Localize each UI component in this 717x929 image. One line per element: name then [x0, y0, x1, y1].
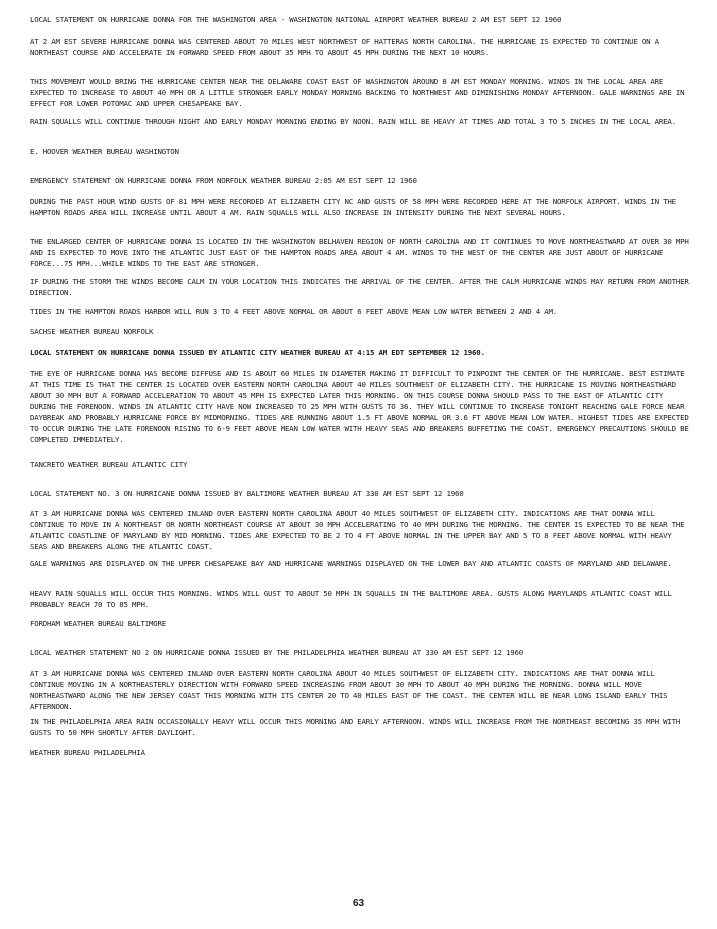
baltimore-signature: FORDHAM WEATHER BUREAU BALTIMORE	[30, 619, 166, 628]
washington-signature: E. HOOVER WEATHER BUREAU WASHINGTON	[30, 147, 179, 156]
norfolk-statement-para-2: THE ENLARGED CENTER OF HURRICANE DONNA IS LOCATED IN THE WASHINGTON BELHAVEN REGION OF NORTH CAROLINA AND IT CONTINUES TO MOVE NORTHEASTWARD AT OVER 30 MPH AND IS EXPECTED TO MOVE INTO THE ATLANTIC JUST EAST OF THE HAMPTON ROADS AREA ABOUT 4 AM. WINDS TO THE WEST OF THE CENTER ARE JUST ABOUT OF HURRICANE FORCE...75 MPH...WHILE WINDS TO THE EAST ARE STRONGER.	[30, 237, 689, 268]
baltimore-statement-para-2: GALE WARNINGS ARE DISPLAYED ON THE UPPER CHESAPEAKE BAY AND HURRICANE WARNINGS DISPLAYED ON THE LOWER BAY AND ATLANTIC COASTS OF MARYLAND AND DELAWARE.	[30, 559, 672, 568]
philadelphia-statement-para-2: IN THE PHILADELPHIA AREA RAIN OCCASIONALLY HEAVY WILL OCCUR THIS MORNING AND EARLY AFTERNOON. WINDS WILL INCREASE FROM THE NORTHEAST BECOMING 35 MPH WITH GUSTS TO 50 MPH SHORTLY AFTER DAYLIGHT.	[30, 717, 681, 737]
washington-statement-para-2: THIS MOVEMENT WOULD BRING THE HURRICANE CENTER NEAR THE DELAWARE COAST EAST OF WASHINGTON AROUND 8 AM EST MONDAY MORNING. WINDS IN THE LOCAL AREA ARE EXPECTED TO INCREASE TO ABOUT 40 MPH OR A LITTLE STRONGER EARLY MONDAY MORNING BACKING TO NORTHWEST AND DIMINISHING MONDAY AFTERNOON. GALE WARNINGS ARE IN EFFECT FOR LOWER POTOMAC AND UPPER CHESAPEAKE BAY.	[30, 77, 685, 108]
atlantic-city-signature: TANCRETO WEATHER BUREAU ATLANTIC CITY	[30, 460, 188, 469]
washington-statement-heading: LOCAL STATEMENT ON HURRICANE DONNA FOR THE WASHINGTON AREA - WASHINGTON NATIONAL AIRPORT WEATHER BUREAU 2 AM EST SEPT 12 1960	[30, 15, 562, 24]
norfolk-statement-heading: EMERGENCY STATEMENT ON HURRICANE DONNA FROM NORFOLK WEATHER BUREAU 2:05 AM EST SEPT 12 1960	[30, 176, 417, 185]
norfolk-statement-para-3: IF DURING THE STORM THE WINDS BECOME CALM IN YOUR LOCATION THIS INDICATES THE ARRIVAL OF THE CENTER. AFTER THE CALM HURRICANE WINDS MAY RETURN FROM ANOTHER DIRECTION.	[30, 277, 689, 297]
page-number: 63	[352, 898, 365, 909]
norfolk-statement-para-4: TIDES IN THE HAMPTON ROADS HARBOR WILL RUN 3 TO 4 FEET ABOVE NORMAL OR ABOUT 6 FEET ABOVE MEAN LOW WATER BETWEEN 2 AND 4 AM.	[30, 307, 557, 316]
washington-statement-para-1: AT 2 AM EST SEVERE HURRICANE DONNA WAS CENTERED ABOUT 70 MILES WEST NORTHWEST OF HATTERAS NORTH CAROLINA. THE HURRICANE IS EXPECTED TO CONTINUE ON A NORTHEAST COURSE AND ACCELERATE IN FORWARD SPEED FROM ABOUT 35 MPH TO ABOUT 45 MPH DURING THE NEXT 10 HOURS.	[30, 37, 659, 57]
norfolk-signature: SACHSE WEATHER BUREAU NORFOLK	[30, 327, 154, 336]
washington-statement-para-3: RAIN SQUALLS WILL CONTINUE THROUGH NIGHT AND EARLY MONDAY MORNING ENDING BY NOON. RAIN WILL BE HEAVY AT TIMES AND TOTAL 3 TO 5 INCHES IN THE LOCAL AREA.	[30, 117, 676, 126]
philadelphia-signature: WEATHER BUREAU PHILADELPHIA	[30, 748, 145, 757]
philadelphia-statement-para-1: AT 3 AM HURRICANE DONNA WAS CENTERED INLAND OVER EASTERN NORTH CAROLINA ABOUT 40 MILES SOUTHWEST OF ELIZABETH CITY. INDICATIONS ARE THAT DONNA WILL CONTINUE MOVING IN A NORTHEASTERLY DIRECTION WITH FORWARD SPEED INCREASING FROM ABOUT 30 MPH TO ABOUT 40 MPH DURING THE MORNING. DONNA WILL MOVE NORTHEASTWARD ALONG THE NEW JERSEY COAST THIS MORNING WITH ITS CENTER 20 TO 40 MILES EAST OF THE COAST. THE CENTER WILL BE NEAR LONG ISLAND EARLY THIS AFTERNOON.	[30, 669, 668, 711]
norfolk-statement-para-1: DURING THE PAST HOUR WIND GUSTS OF 81 MPH WERE RECORDED AT ELIZABETH CITY NC AND GUSTS OF 58 MPH WERE RECORDED HERE AT THE NORFOLK AIRPORT. WINDS IN THE HAMPTON ROADS AREA WILL INCREASE UNTIL ABOUT 4 AM. RAIN SQUALLS WILL ALSO INCREASE IN INTENSITY DURING THE NEXT SEVERAL HOURS.	[30, 197, 676, 217]
philadelphia-statement-heading: LOCAL WEATHER STATEMENT NO 2 ON HURRICANE DONNA ISSUED BY THE PHILADELPHIA WEATHER BUREAU AT 330 AM EST SEPT 12 1960	[30, 648, 523, 657]
baltimore-statement-para-1: AT 3 AM HURRICANE DONNA WAS CENTERED INLAND OVER EASTERN NORTH CAROLINA ABOUT 40 MILES SOUTHWEST OF ELIZABETH CITY. INDICATIONS ARE THAT DONNA WILL CONTINUE TO MOVE IN A NORTHEAST OR NORTH NORTHEAST COURSE AT ABOUT 30 MPH ACCELERATING TO 40 MPH DURING THE MORNING. THE CENTER IS EXPECTED TO BE NEAR THE ATLANTIC COASTLINE OF MARYLAND BY MID MORNING. TIDES ARE EXPECTED TO BE 2 TO 4 FT ABOVE NORMAL IN THE UPPER BAY AND 5 TO 8 FEET ABOVE NORMAL WITH HEAVY SEAS AND BREAKERS ALONG THE ATLANTIC COAST.	[30, 509, 685, 551]
atlantic-city-statement-heading: LOCAL STATEMENT ON HURRICANE DONNA ISSUED BY ATLANTIC CITY WEATHER BUREAU AT 4:15 AM EDT SEPTEMBER 12 1960.	[30, 348, 485, 357]
baltimore-statement-para-3: HEAVY RAIN SQUALLS WILL OCCUR THIS MORNING. WINDS WILL GUST TO ABOUT 50 MPH IN SQUALLS IN THE BALTIMORE AREA. GUSTS ALONG MARYLANDS ATLANTIC COAST WILL PROBABLY REACH 70 TO 85 MPH.	[30, 589, 672, 609]
baltimore-statement-heading: LOCAL STATEMENT NO. 3 ON HURRICANE DONNA ISSUED BY BALTIMORE WEATHER BUREAU AT 330 AM EST SEPT 12 1960	[30, 489, 464, 498]
atlantic-city-statement-para-1: THE EYE OF HURRICANE DONNA HAS BECOME DIFFUSE AND IS ABOUT 60 MILES IN DIAMETER MAKING IT DIFFICULT TO PINPOINT THE CENTER OF THE HURRICANE. BEST ESTIMATE AT THIS TIME IS THAT THE CENTER IS LOCATED OVER EASTERN NORTH CAROLINA ABOUT 40 MILES SOUTHWEST OF ELIZABETH CITY. THE HURRICANE IS MOVING NORTHEASTWARD ABOUT 30 MPH BUT A FORWARD ACCELERATION TO ABOUT 45 MPH IS EXPECTED LATER THIS MORNING. ON THIS COURSE DONNA SHOULD PASS TO THE EAST OF ATLANTIC CITY DURING THE FORENOON. WINDS IN ATLANTIC CITY HAVE NOW INCREASED TO 25 MPH WITH GUSTS TO 36. THEY WILL CONTINUE TO INCREASE TONIGHT REACHING GALE FORCE NEAR DAYBREAK AND PROBABLY HURRICANE FORCE BY MIDMORNING. TIDES ARE RUNNING ABOUT 1.5 FT ABOVE NORMAL OR 3.6 FT ABOVE MEAN LOW WATER. HIGHEST TIDES ARE EXPECTED TO OCCUR DURING THE LATE FORENOON RISING TO 6-9 FEET ABOVE MEAN LOW WATER WITH HEAVY SEAS AND BREAKERS BUFFETING THE COAST. EMERGENCY PRECAUTIONS SHOULD BE COMPLETED IMMEDIATELY.	[30, 369, 689, 444]
